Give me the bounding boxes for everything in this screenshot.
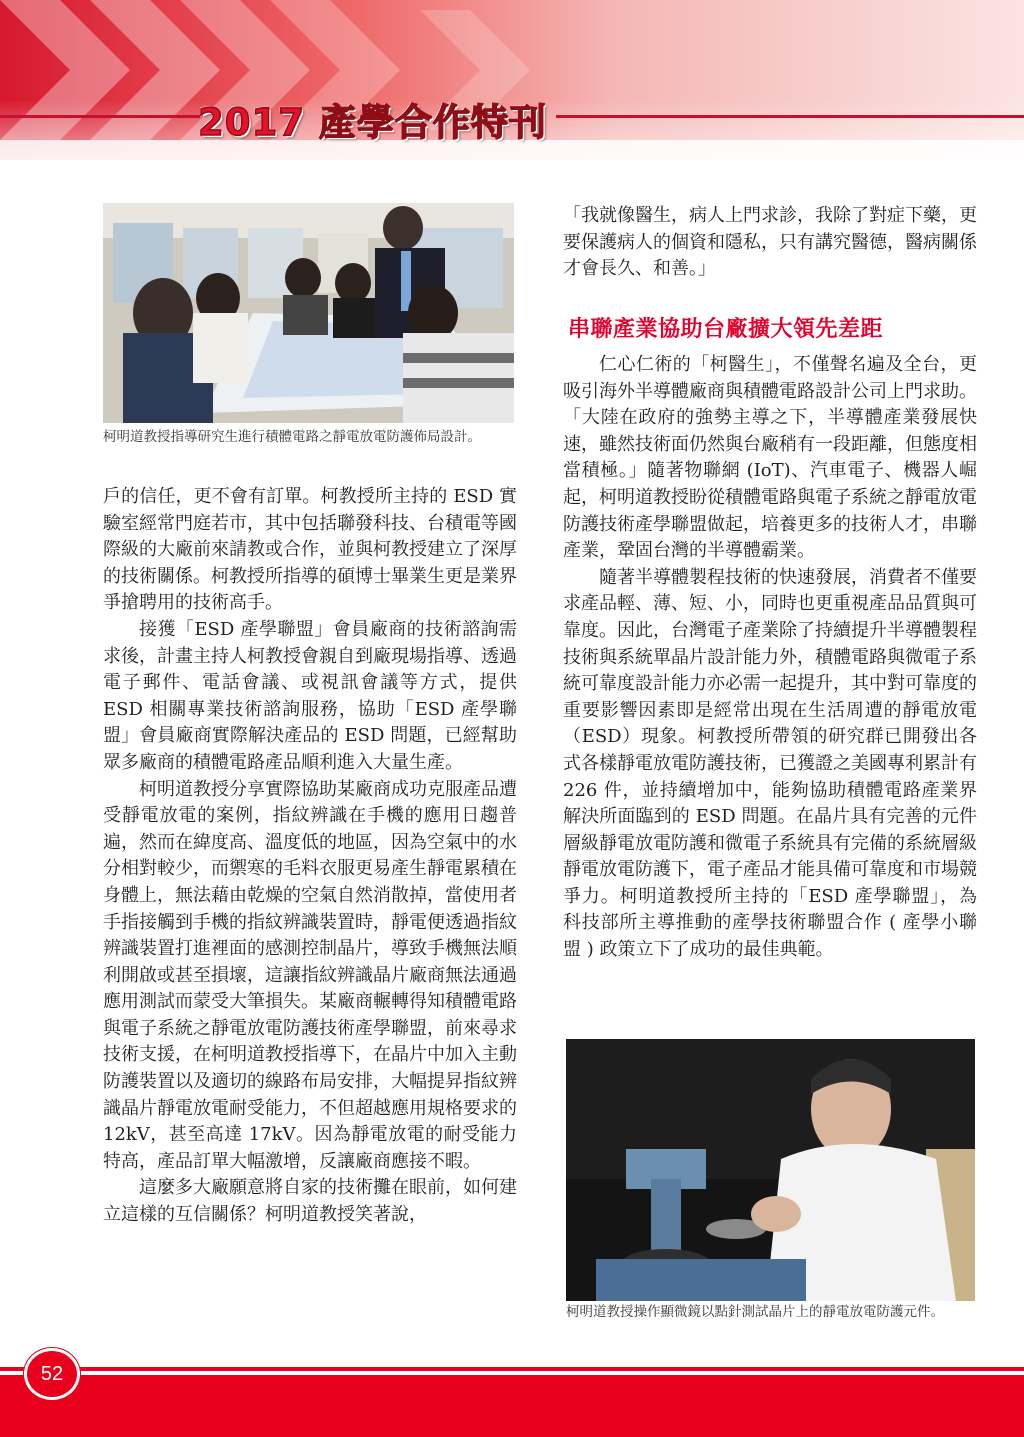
footer-stripe [0, 1367, 1024, 1371]
photo-students-meeting [103, 203, 514, 423]
right-paragraph-2: 隨著半導體製程技術的快速發展，消費者不僅要求產品輕、薄、短、小，同時也更重視產品品質與可靠度。因此，台灣電子產業除了持續提升半導體製程技術與系統單晶片設計能力外，積體電路與微電子系統可靠度設計能力亦必需一起提升，其中對可靠度的重要影響因素即是經常出現在生活周遭的靜電放電（ESD）現象。柯教授所帶領的研究群已開發出各式各樣靜電放電防護技術，已獲證之美國專利累計有 226 件，並持續增加中，能夠協助積體電路產業界解決所面臨到的 ESD 問題。在晶片具有完善的元件層級靜電放電防護和微電子系統具有完備的系統層級靜電放電防護下，電子產品才能具備可靠度和市場競爭力。柯明道教授所主持的「ESD 產學聯盟」，為科技部所主導推動的產學技術聯盟合作 ( 產學小聯盟 ) 政策立下了成功的最佳典範。 [563, 566, 977, 961]
header-rule-right [556, 115, 1024, 118]
quote-paragraph: 「我就像醫生，病人上門求診，我除了對症下藥，更要保護病人的個資和隱私，只有講究醫德，醫病關係才會長久、和善。」 [563, 205, 977, 280]
page-footer [0, 1375, 1024, 1437]
left-paragraph-4: 這麼多大廠願意將自家的技術攤在眼前，如何建立這樣的互信關係？柯明道教授笑著說， [103, 1177, 517, 1226]
left-paragraph-3: 柯明道教授分享實際協助某廠商成功克服產品遭受靜電放電的案例，指紋辨識在手機的應用日趨普遍，然而在緯度高、溫度低的地區，因為空氣中的水分相對較少，而禦寒的毛料衣服更易產生靜電累積在身體上，無法藉由乾燥的空氣自然消散掉，當使用者手指接觸到手機的指紋辨識裝置時，靜電便透過指紋辨識裝置打進裡面的感測控制晶片，導致手機無法順利開啟或甚至損壞，這讓指紋辨識晶片廠商無法通過應用測試而蒙受大筆損失。某廠商輾轉得知積體電路與電子系統之靜電放電防護技術產學聯盟，前來尋求技術支援，在柯明道教授指導下，在晶片中加入主動防護裝置以及適切的線路布局安排，大幅提昇指紋辨識晶片靜電放電耐受能力，不但超越應用規格要求的 12kV，甚至高達 17kV。因為靜電放電的耐受能力特高，產品訂單大幅激增，反讓廠商應接不暇。 [103, 778, 517, 1172]
right-paragraph-1: 仁心仁術的「柯醫生」，不僅聲名遍及全台，更吸引海外半導體廠商與積體電路設計公司上門求助。「大陸在政府的強勢主導之下，半導體產業發展快速，雖然技術面仍然與台廠稍有一段距離，但態度相當積極。」隨著物聯網 (IoT)、汽車電子、機器人崛起，柯明道教授盼從積體電路與電子系統之靜電放電防護技術產學聯盟做起，培養更多的技術人才，串聯產業，鞏固台灣的半導體霸業。 [563, 354, 977, 562]
left-paragraph-1: 戶的信任，更不會有訂單。柯教授所主持的 ESD 實驗室經常門庭若市，其中包括聯發科技、台積電等國際級的大廠前來請教或合作，並與柯教授建立了深厚的技術關係。柯教授所指導的碩博士畢業生更是業界爭搶聘用的技術高手。 [103, 486, 517, 614]
right-column-quote [563, 203, 977, 283]
photo-professor-microscope-image [566, 1039, 975, 1301]
photo-professor-microscope [566, 1039, 975, 1301]
page-header [0, 0, 1024, 160]
photo1-caption: 柯明道教授指導研究生進行積體電路之靜電放電防護佈局設計。 [103, 429, 481, 445]
section-title: 串聯產業協助台廠擴大領先差距 [568, 317, 884, 342]
right-column [563, 352, 977, 964]
magazine-title: 2017 產學合作特刊 [198, 101, 547, 144]
page-number: 52 [24, 1348, 80, 1400]
header-rule-left [0, 115, 200, 118]
photo2-caption: 柯明道教授操作顯微鏡以點針測試晶片上的靜電放電防護元件。 [566, 1304, 944, 1320]
left-column [103, 484, 517, 1229]
left-paragraph-2: 接獲「ESD 產學聯盟」會員廠商的技術諮詢需求後，計畫主持人柯教授會親自到廠現場指導、透過電子郵件、電話會議、或視訊會議等方式，提供 ESD 相關專業技術諮詢服務，協助「ESD 產學聯盟」會員廠商實際解決產品的 ESD 問題，已經幫助眾多廠商的積體電路產品順利進入大量生產。 [103, 618, 517, 773]
photo-students-meeting-image [103, 203, 514, 423]
